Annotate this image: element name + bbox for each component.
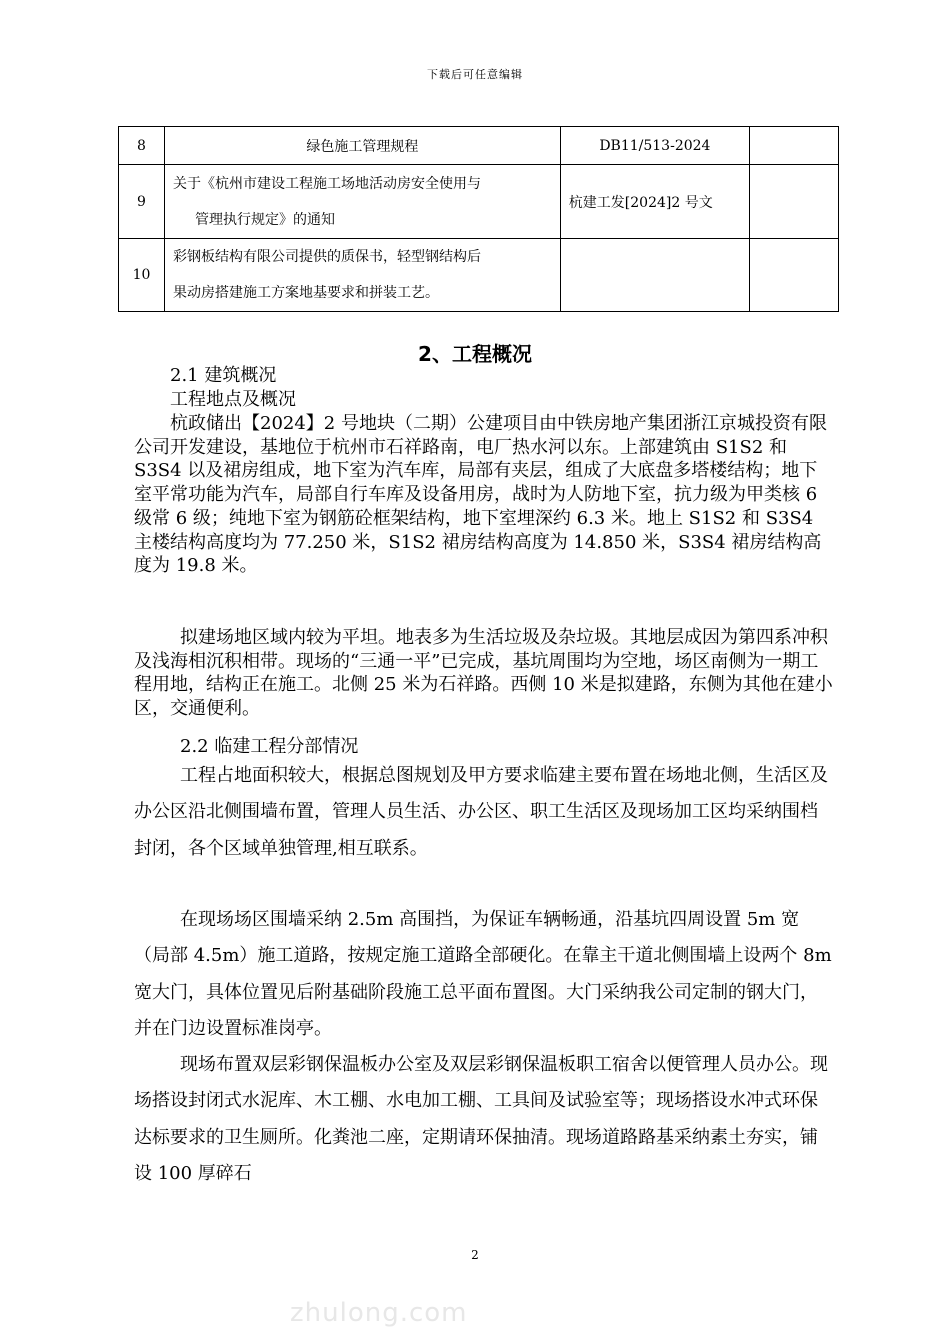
watermark: zhulong.com	[290, 1298, 468, 1328]
row-name-line-1: 彩钢板结构有限公司提供的质保书，轻型钢结构后	[173, 249, 482, 265]
row-number: 9	[119, 165, 165, 239]
section-title: 2、工程概况	[418, 342, 532, 366]
table-row	[119, 165, 839, 239]
row-name-line-2: 管理执行规定》的通知	[195, 211, 336, 228]
row-name: 绿色施工管理规程	[165, 127, 561, 165]
table-row	[119, 239, 839, 312]
row-name-line-1: 关于《杭州市建设工程施工场地活动房安全使用与	[173, 175, 482, 192]
reference-table	[118, 126, 839, 312]
row-number: 8	[119, 127, 165, 165]
subsection-heading: 工程地点及概况	[170, 389, 296, 410]
row-code: DB11/513-2024	[560, 127, 749, 165]
row-name	[165, 239, 561, 312]
subsection-heading: 2.2 临建工程分部情况	[180, 736, 359, 757]
paragraph: 工程占地面积较大，根据总图规划及甲方要求临建主要布置在场地北侧，生活区及办公区沿北侧围墙布置，管理人员生活、办公区、职工生活区及现场加工区均采纳围档封闭，各个区域单独管理,相互联系。	[134, 765, 828, 859]
row-blank	[750, 127, 839, 165]
paragraph: 拟建场地区域内较为平坦。地表多为生活垃圾及杂垃圾。其地层成因为第四系冲积及浅海相沉积相带。现场的“三通一平”已完成，基坑周围均为空地，场区南侧为一期工程用地，结构正在施工。北侧 25 米为石祥路。西侧 10 米是拟建路，东侧为其他在建小区，交通便利。	[134, 627, 833, 720]
header-note: 下载后可任意编辑	[427, 68, 523, 81]
paragraph: 现场布置双层彩钢保温板办公室及双层彩钢保温板职工宿舍以便管理人员办公。现场搭设封闭式水泥库、木工棚、水电加工棚、工具间及试验室等；现场搭设水冲式环保达标要求的卫生厕所。化粪池二座，定期请环保抽清。现场道路路基采纳素土夯实，铺设 100 厚碎石	[134, 1054, 828, 1185]
row-code: 杭建工发[2024]2 号文	[560, 165, 749, 239]
table-row	[119, 127, 839, 165]
row-blank	[750, 239, 839, 312]
row-name	[165, 165, 561, 239]
subsection-heading: 2.1 建筑概况	[170, 365, 277, 386]
paragraph: 杭政储出【2024】2 号地块（二期）公建项目由中铁房地产集团浙江京城投资有限公司开发建设，基地位于杭州市石祥路南，电厂热水河以东。上部建筑由 S1S2 和 S3S4 以及裙房组成，地下室为汽车库，局部有夹层，组成了大底盘多塔楼结构；地下室平常功能为汽车，局部自行车库及设备用房，战时为人防地下室，抗力级为甲类核 6 级常 6 级；纯地下室为钢筋砼框架结构，地下室埋深约 6.3 米。地上 S1S2 和 S3S4 主楼结构高度均为 77.250 米，S1S2 裙房结构高度为 14.850 米，S3S4 裙房结构高度为 19.8 米。	[134, 413, 827, 577]
row-code	[560, 239, 749, 312]
page-number: 2	[471, 1248, 479, 1262]
row-name-line-2: 果动房搭建施工方案地基要求和拼装工艺。	[173, 285, 440, 301]
row-number: 10	[119, 239, 165, 312]
paragraph: 在现场场区围墙采纳 2.5m 高围挡，为保证车辆畅通，沿基坑四周设置 5m 宽（局部 4.5m）施工道路，按规定施工道路全部硬化。在靠主干道北侧围墙上设两个 8m 宽大门，具体位置见后附基础阶段施工总平面布置图。大门采纳我公司定制的钢大门，并在门边设置标准岗亭。	[134, 909, 832, 1040]
row-blank	[750, 165, 839, 239]
